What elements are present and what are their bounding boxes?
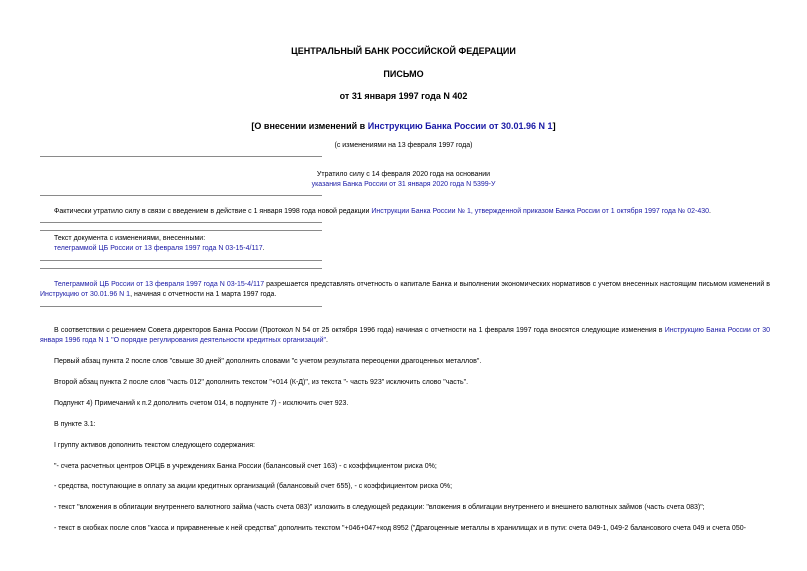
subject-instruction-link[interactable]: Инструкцию Банка России от 30.01.96 N 1 [367, 121, 553, 131]
body-paragraph: Подпункт 4) Примечаний к п.2 дополнить счетом 014, в подпункте 7) - исключить счет 923. [54, 400, 349, 407]
changes-note: (с изменениями на 13 февраля 1997 года) [334, 142, 473, 149]
actually-lost-notice [54, 207, 770, 217]
divider [40, 156, 322, 157]
org-title: ЦЕНТРАЛЬНЫЙ БАНК РОССИЙСКОЙ ФЕДЕРАЦИИ [291, 46, 516, 56]
doc-with-changes-end: . [262, 245, 265, 252]
doc-with-changes-label: Текст документа с изменениями, внесенными: [54, 235, 206, 242]
actually-lost-text: Фактически утратило силу в связи с введением в действие с 1 января 1998 года новой редакции [54, 208, 372, 215]
actually-lost-end: . [709, 208, 711, 215]
body-paragraph: Первый абзац пункта 2 после слов "свыше 30 дней" дополнить словами "с учетом результата переоценки драгоценных металлов". [54, 358, 482, 365]
body-paragraph: Второй абзац пункта 2 после слов "часть 012" дополнить текстом "+014 (К-Д)", из текста "- часть 923" исключить слово "часть". [54, 379, 469, 386]
doc-with-changes-line [54, 244, 784, 254]
lost-force-notice [0, 170, 807, 190]
lost-force-text: Утратило силу с 14 февраля 2020 года на основании [316, 171, 491, 178]
body-paragraph: В пункте 3.1: [54, 421, 96, 428]
subject-close: ] [552, 121, 556, 131]
body-paragraph: - текст в скобках после слов "касса и приравненные к ней средства" дополнить текстом "+046+047+код 8952 ("Драгоценные металлы в хранилищах и в пути: счета 049-1, 049-2 балансового счета 049 и счета 050- [54, 525, 746, 532]
doc-subject [0, 121, 807, 131]
divider [40, 230, 322, 231]
doc-type: ПИСЬМО [383, 69, 424, 79]
divider [40, 268, 322, 269]
doc-with-changes [54, 234, 784, 254]
divider [40, 195, 322, 196]
divider [40, 306, 322, 307]
telegram-paragraph-end: , начиная с отчетности на 1 марта 1997 года. [130, 291, 277, 298]
body-paragraph: "- счета расчетных центров ОРЦБ в учреждениях Банка России (балансовый счет 163) - с коэффициентом риска 0%; [54, 463, 437, 470]
divider [40, 260, 322, 261]
subject-open: [О внесении изменений в [251, 121, 368, 131]
telegram-link[interactable]: телеграммой ЦБ России от 13 февраля 1997 года N 03-15-4/117 [54, 245, 263, 252]
new-edition-instruction-link[interactable]: Инструкции Банка России № 1, утвержденной приказом Банка России от 1 октября 1997 года № 02-430 [371, 208, 710, 215]
divider [40, 222, 322, 223]
body-paragraph: I группу активов дополнить текстом следующего содержания: [54, 442, 255, 449]
main-paragraph-end: . [326, 337, 328, 344]
telegram-paragraph [40, 280, 770, 300]
doc-date-number: от 31 января 1997 года N 402 [339, 91, 468, 101]
main-paragraph-text: В соответствии с решением Совета директоров Банка России (Протокол N 54 от 25 октября 1996 года) начиная с отчетности на 1 февраля 1997 года вносятся следующие изменения в [54, 327, 665, 334]
body-paragraph: - текст "вложения в облигации внутреннего валютного займа (часть счета 083)" изложить в следующей редакции: "вложения в облигации внутреннего и внешнего валютных займов (часть счета 083)"; [54, 504, 705, 511]
main-paragraph [40, 326, 770, 346]
body-paragraph: - средства, поступающие в оплату за акции кредитных организаций (балансовый счет 655), - с коэффициентом риска 0%; [54, 483, 453, 490]
lost-force-link[interactable]: указания Банка России от 31 января 2020 года N 5399-У [311, 181, 496, 188]
telegram-paragraph-text: разрешается представлять отчетность о капитале Банка и выполнении экономических нормативов с учетом внесенных настоящим письмом изменений в [264, 281, 770, 288]
instruction-link[interactable]: Инструкцию от 30.01.96 N 1 [40, 291, 131, 298]
regulation-instruction-link[interactable]: Инструкцию Банка России от 30 января 1996 года N 1 "О порядке регулирования деятельности кредитных организаций" [40, 327, 770, 344]
telegram-paragraph-link[interactable]: Телеграммой ЦБ России от 13 февраля 1997 года N 03-15-4/117 [54, 281, 265, 288]
